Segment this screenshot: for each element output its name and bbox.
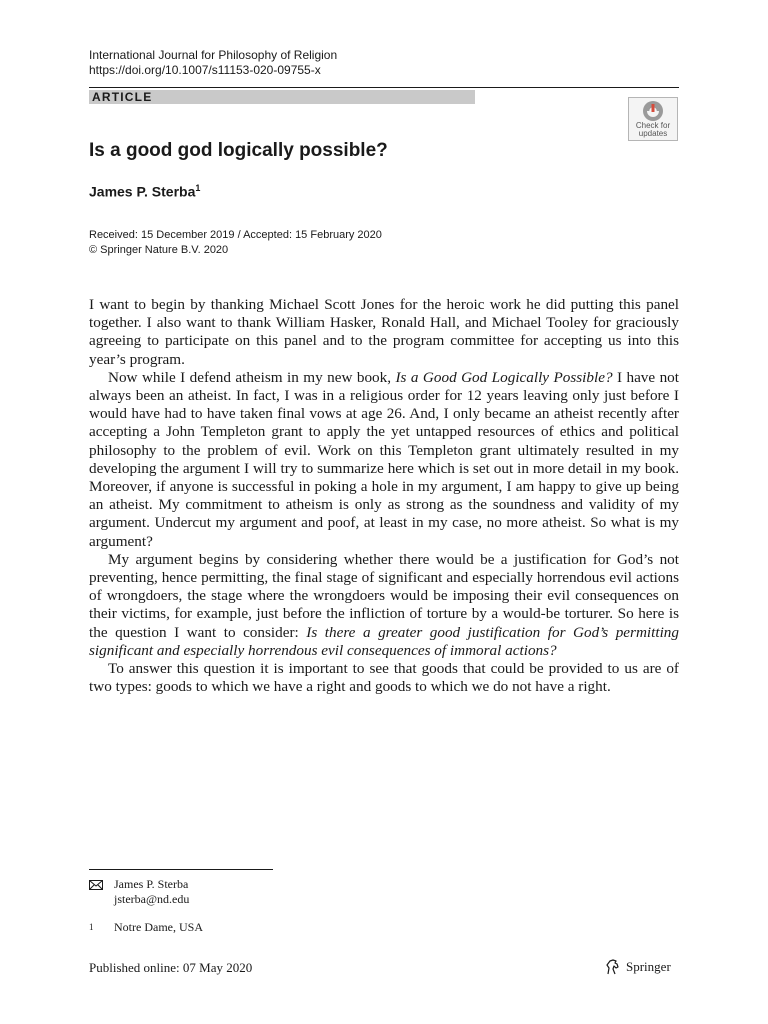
paragraph-2: Now while I defend atheism in my new book, Is a Good God Logically Possible? I have not always been an atheist. In fact, I was in a religious order for 12 years leaving only just before I would have had to have taken final vows at age 26. And, I only became an atheist recently after accepting a John Templeton grant to apply the yet untapped resources of ethics and political philosophy to the problem of evil. Work on this Templeton grant ultimately resulted in my developing the argument I will try to summarize here which is set out in more detail in my book. Moreover, if anyone is successful in poking a hole in my argument, I am happy to give up being an atheist. My commitment to atheism is only as strong as the soundness and validity of my argument. Undercut my argument and poof, at least in my case, no more atheist. So what is my argument? [89,368,679,550]
article-body [89,296,679,696]
received-accepted: Received: 15 December 2019 / Accepted: 15 February 2020 [89,229,382,241]
key-question: Is there a greater good justification for God’s permitting significant and especially horrendous evil consequences of immoral actions? [89,623,679,659]
check-updates-icon [642,100,664,122]
publisher-logo [604,958,671,976]
book-title: Is a Good God Logically Possible? [395,368,613,386]
header-rule [89,87,679,88]
footnote-author: James P. Sterba [114,877,189,891]
article-type-bar: ARTICLE [89,90,475,104]
published-online: Published online: 07 May 2020 [89,960,253,975]
envelope-icon [89,877,103,894]
affiliation-text: Notre Dame, USA [114,920,203,934]
article-dates [89,228,382,258]
author-email[interactable]: jsterba@nd.edu [114,892,190,906]
journal-header [89,48,337,78]
paragraph-1: I want to begin by thanking Michael Scott Jones for the heroic work he did putting this panel together. I also want to thank William Hasker, Ronald Hall, and Michael Tooley for graciously agreeing to participate on this panel and to the program committee for accepting us into this year’s program. [89,296,679,368]
article-title: Is a good god logically possible? [89,140,388,161]
paragraph-3: My argument begins by considering whether there would be a justification for God’s not preventing, hence permitting, the final stage of significant and especially horrendous evil actions of wrongdoers, the stage where the wrongdoers would be imposing their evil consequences on their victims, for example, just before the infliction of torture by a would-be torturer. So here is the question I want to consider: Is there a greater good justification for God’s permitting significant and especially horrendous evil consequences of immoral actions? [89,550,679,659]
author-line [89,183,200,200]
check-updates-line1: Check for [635,121,671,130]
corresponding-author [89,877,489,907]
check-for-updates-badge[interactable] [628,97,678,141]
paragraph-4: To answer this question it is important to see that goods that could be provided to us are of two types: goods to which we have a right and goods to which we do not have a right. [89,660,679,696]
publisher-name: Springer [626,959,671,974]
author-name: James P. Sterba [89,183,196,200]
journal-name: International Journal for Philosophy of Religion [89,48,338,62]
affil-mark: 1 [89,922,94,932]
copyright: © Springer Nature B.V. 2020 [89,244,229,256]
footnotes [89,877,489,935]
footnote-rule [89,869,273,870]
check-updates-line2: updates [638,129,668,138]
doi-link[interactable]: https://doi.org/10.1007/s11153-020-09755-x [89,63,321,77]
springer-horse-icon [604,958,622,976]
author-affil-mark: 1 [195,183,201,193]
affiliation [89,920,489,935]
